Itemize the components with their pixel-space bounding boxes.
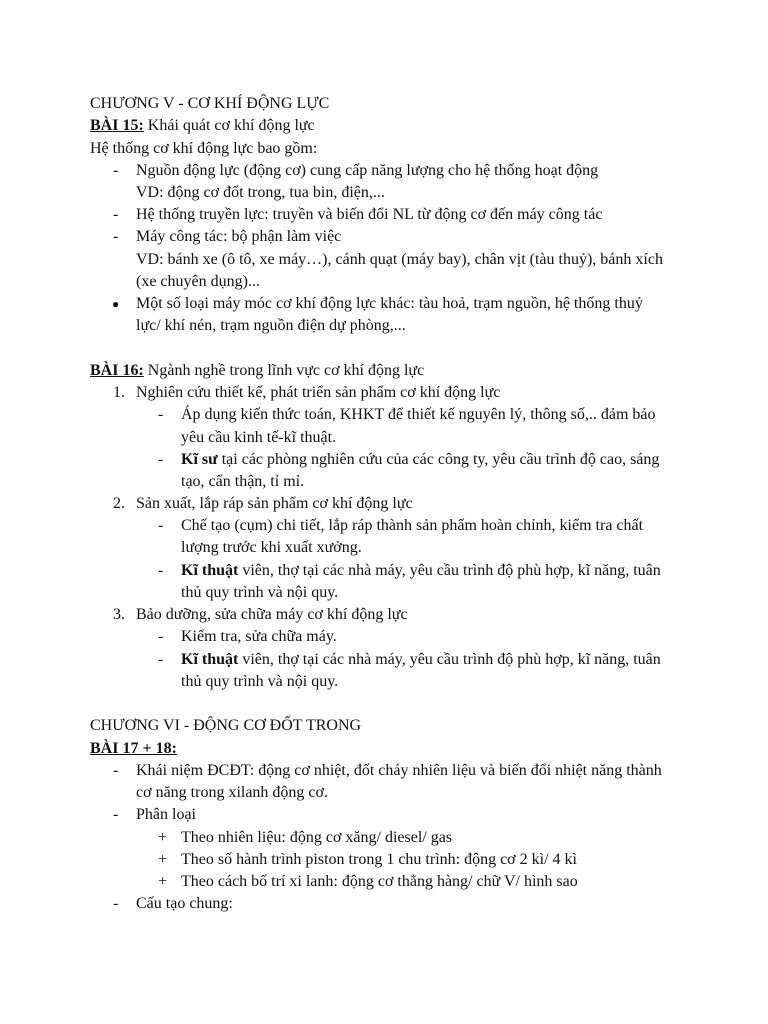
dash-marker: - — [158, 651, 164, 668]
number-marker: 2. — [113, 495, 125, 512]
lesson-15-heading — [90, 115, 315, 137]
sub-item-manufacture: Chế tạo (cụm) chi tiết, lắp ráp thành sản phẩm hoàn chỉnh, kiểm tra chất — [181, 517, 644, 534]
lesson-15-label: BÀI 15: — [90, 117, 144, 134]
sub-item-maintenance-technician-cont: thủ quy trình và nội quy. — [181, 673, 339, 690]
engineer-term: Kĩ sư — [181, 451, 218, 468]
dash-marker: - — [113, 895, 119, 912]
plus-marker: + — [158, 873, 168, 890]
chapter-6-title: CHƯƠNG VI - ĐỘNG CƠ ĐỐT TRONG — [90, 717, 362, 734]
dash-marker: - — [113, 228, 119, 245]
lesson-16-label: BÀI 16: — [90, 362, 144, 379]
lesson-16-heading — [90, 360, 424, 382]
numbered-item-production: Sản xuất, lắp ráp sản phẩm cơ khí động lực — [136, 495, 413, 512]
number-marker: 3. — [113, 606, 125, 623]
dash-marker: - — [113, 806, 119, 823]
dash-marker: - — [158, 517, 164, 534]
list-item-power-source-example: VD: động cơ đốt trong, tua bin, điện,... — [136, 184, 385, 201]
sub-item-by-stroke: Theo số hành trình piston trong 1 chu trình: động cơ 2 kì/ 4 kì — [181, 851, 577, 868]
sub-item-maintenance-technician — [181, 649, 661, 671]
list-item-work-machine-example-cont: (xe chuyên dụng)... — [136, 273, 260, 290]
lesson-15-intro: Hệ thống cơ khí động lực bao gồm: — [90, 140, 318, 157]
list-item-ice-definition: Khái niệm ĐCĐT: động cơ nhiệt, đốt cháy nhiên liệu và biến đổi nhiệt năng thành — [136, 762, 662, 779]
list-item-work-machine-example: VD: bánh xe (ô tô, xe máy…), cánh quạt (máy bay), chân vịt (tàu thuỷ), bánh xích — [136, 251, 663, 268]
sub-item-technician — [181, 560, 661, 582]
number-marker: 1. — [113, 384, 125, 401]
numbered-item-maintenance: Bảo dưỡng, sửa chữa máy cơ khí động lực — [136, 606, 408, 623]
dash-marker: - — [113, 162, 119, 179]
chapter-5-title: CHƯƠNG V - CƠ KHÍ ĐỘNG LỰC — [90, 95, 330, 112]
sub-item-manufacture-cont: lượng trước khi xuất xưởng. — [181, 539, 362, 556]
plus-marker: + — [158, 829, 168, 846]
list-item-other-machines: Một số loại máy móc cơ khí động lực khác: tàu hoả, trạm nguồn, hệ thống thuỷ — [136, 295, 643, 312]
dash-marker: - — [113, 206, 119, 223]
list-item-transmission: Hệ thống truyền lực: truyền và biến đổi NL từ động cơ đến máy công tác — [136, 206, 603, 223]
technician-term: Kĩ thuật — [181, 651, 239, 668]
lesson-16-title: Ngành nghề trong lĩnh vực cơ khí động lực — [143, 362, 425, 379]
list-item-other-machines-cont: lực/ khí nén, trạm nguồn điện dự phòng,... — [136, 317, 406, 334]
sub-item-research-apply: Áp dụng kiến thức toán, KHKT để thiết kế nguyên lý, thông số,.. đảm bảo — [181, 406, 656, 423]
technician-description: viên, thợ tại các nhà máy, yêu cầu trình độ phù hợp, kĩ năng, tuân — [238, 562, 661, 579]
dash-marker: - — [158, 406, 164, 423]
list-item-general-structure: Cấu tạo chung: — [136, 895, 233, 912]
dash-marker: - — [158, 451, 164, 468]
dash-marker: - — [158, 628, 164, 645]
numbered-item-research: Nghiên cứu thiết kế, phát triển sản phẩm cơ khí động lực — [136, 384, 501, 401]
sub-item-by-cylinder-layout: Theo cách bố trí xi lanh: động cơ thẳng hàng/ chữ V/ hình sao — [181, 873, 578, 890]
sub-item-technician-cont: thủ quy trình và nội quy. — [181, 584, 339, 601]
list-item-classification: Phân loại — [136, 806, 196, 823]
lesson-15-title: Khái quát cơ khí động lực — [143, 117, 315, 134]
plus-marker: + — [158, 851, 168, 868]
list-item-work-machine: Máy công tác: bộ phận làm việc — [136, 228, 342, 245]
dash-marker: - — [158, 562, 164, 579]
sub-item-inspection: Kiểm tra, sửa chữa máy. — [181, 628, 337, 645]
sub-item-research-apply-cont: yêu cầu kinh tế-kĩ thuật. — [181, 429, 337, 446]
sub-item-engineer-cont: tạo, cẩn thận, tỉ mỉ. — [181, 473, 305, 490]
technician-term: Kĩ thuật — [181, 562, 239, 579]
bullet-dot-marker: ● — [112, 297, 120, 311]
list-item-power-source: Nguồn động lực (động cơ) cung cấp năng lượng cho hệ thống hoạt động — [136, 162, 599, 179]
dash-marker: - — [113, 762, 119, 779]
lesson-17-18-heading — [90, 738, 177, 760]
technician-description: viên, thợ tại các nhà máy, yêu cầu trình độ phù hợp, kĩ năng, tuân — [238, 651, 661, 668]
engineer-description: tại các phòng nghiên cứu của các công ty, yêu cầu trình độ cao, sáng — [217, 451, 660, 468]
list-item-ice-definition-cont: cơ năng trong xilanh động cơ. — [136, 784, 328, 801]
lesson-17-18-label: BÀI 17 + 18: — [90, 740, 177, 757]
sub-item-by-fuel: Theo nhiên liệu: động cơ xăng/ diesel/ gas — [181, 829, 453, 846]
sub-item-engineer — [181, 449, 659, 471]
